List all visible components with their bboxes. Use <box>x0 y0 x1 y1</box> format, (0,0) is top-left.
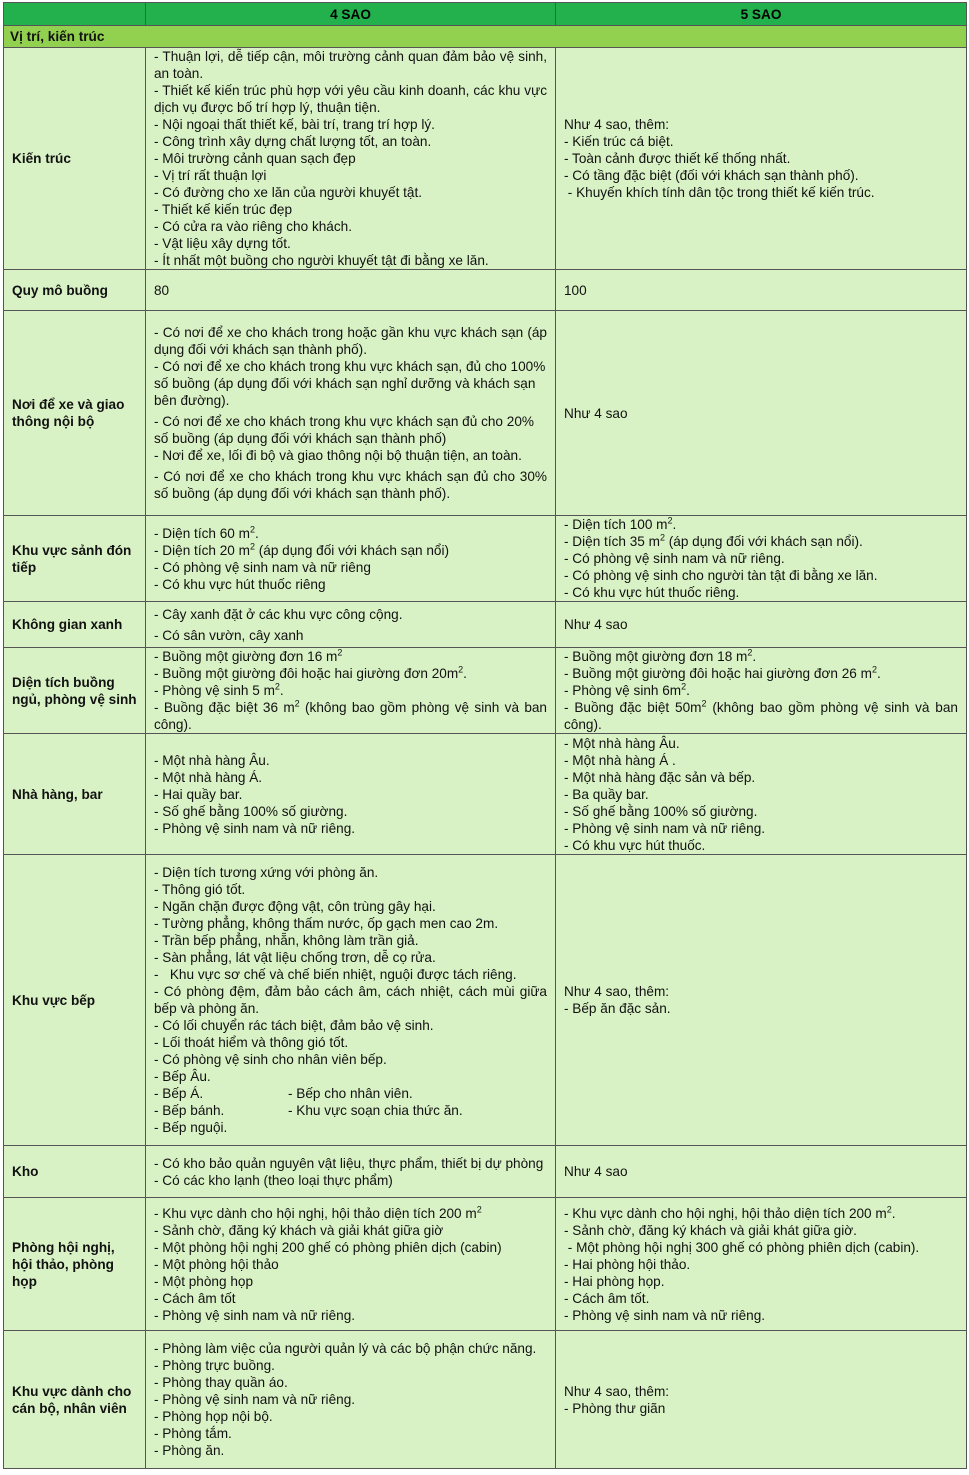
list-item: - Buồng một giường đôi hoặc hai giường đơn 26 $m^2$. <box>564 664 881 681</box>
row-label: Phòng hội nghị, hội thảo, phòng họp <box>4 1198 146 1331</box>
list-item: - Khu vực dành cho hội nghị, hội thảo diện tích 200 $m^2$. <box>564 1203 896 1221</box>
list-item: - Phòng tắm. <box>154 1426 232 1441</box>
list-item: - Ít nhất một buồng cho người khuyết tật đi bằng xe lăn. <box>154 253 489 268</box>
list-item: - Diện tích 60 $m^2$. <box>154 523 259 541</box>
row-label: Nơi để xe và giao thông nội bộ <box>4 311 146 516</box>
list-item: - Khu vực sơ chế và chế biến nhiệt, nguội được tách riêng. <box>154 967 517 982</box>
row-label: Khu vực dành cho cán bộ, nhân viên <box>4 1331 146 1469</box>
header-col-4-star: 4 SAO <box>146 3 556 26</box>
list-item: - Khu vực dành cho hội nghị, hội thảo diện tích 200 $m^2$ <box>154 1203 482 1221</box>
list-item: - Có phòng vệ sinh nam và nữ riêng. <box>564 551 785 566</box>
row-label: Khu vực sảnh đón tiếp <box>4 516 146 602</box>
five-star-cell <box>556 1198 967 1331</box>
list-item: - Phòng ăn. <box>154 1443 225 1458</box>
list-item: - Có phòng đệm, đảm bảo cách âm, cách nhiệt, cách mùi giữa bếp và phòng ăn. <box>154 984 547 1016</box>
table-row <box>4 1331 967 1469</box>
list-item: - Bếp Âu. <box>154 1069 211 1084</box>
hotel-standards-table <box>3 2 967 1469</box>
four-star-cell <box>146 516 556 602</box>
list-item: - Phòng thay quần áo. <box>154 1375 288 1390</box>
four-star-cell <box>146 602 556 648</box>
four-star-cell <box>146 855 556 1146</box>
header-row <box>4 3 967 26</box>
list-item: - Thông gió tốt. <box>154 882 246 897</box>
row-label: Kho <box>4 1146 146 1198</box>
list-item: - Có khu vực hút thuốc riêng <box>154 576 326 592</box>
five-star-cell <box>556 734 967 855</box>
list-item: - Toàn cảnh được thiết kế thống nhất. <box>564 151 791 166</box>
table-row <box>4 270 967 311</box>
list-item: - Sàn phẳng, lát vật liệu chống trơn, dễ cọ rửa. <box>154 950 436 965</box>
list-item: - Một phòng hội thảo <box>154 1256 279 1272</box>
list-item: - Vật liệu xây dựng tốt. <box>154 236 291 251</box>
list-item: - Hai phòng hội thảo. <box>564 1256 691 1272</box>
list-item: - Phòng vệ sinh nam và nữ riêng. <box>154 1307 356 1323</box>
header-col-criteria <box>4 3 146 26</box>
five-star-cell <box>556 48 967 270</box>
list-item: - Cách âm tốt. <box>564 1290 650 1306</box>
list-item: - Có phòng vệ sinh nam và nữ riêng <box>154 559 371 575</box>
list-item: - Có lối chuyển rác tách biệt, đảm bảo vệ sinh. <box>154 1018 434 1033</box>
five-star-cell <box>556 855 967 1146</box>
list-item: - Công trình xây dựng chất lượng tốt, an toàn. <box>154 134 432 149</box>
table-row <box>4 734 967 855</box>
row-label: Diện tích buồng ngủ, phòng vệ sinh <box>4 648 146 734</box>
four-star-cell <box>146 1198 556 1331</box>
row-label: Quy mô buồng <box>4 270 146 311</box>
list-item: - Có nơi để xe cho khách trong hoặc gần khu vực khách sạn (áp dụng đối với khách sạn thành phố). <box>154 325 547 357</box>
table-row <box>4 311 967 516</box>
list-item: - Có nơi để xe cho khách trong khu vực khách sạn, đủ cho 100% số buồng (áp dụng đối với khách sạn nghỉ dưỡng và khách sạn bên đường). <box>154 359 546 408</box>
five-star-cell <box>556 1331 967 1469</box>
list-item: - Trần bếp phẳng, nhẵn, không làm trần giả. <box>154 933 419 948</box>
list-item: - Sảnh chờ, đăng ký khách và giải khát giữa giờ. <box>564 1222 857 1238</box>
list-item: - Phòng vệ $\sinh 6m^2$. <box>564 681 690 698</box>
list-item: - Diện tích 100 $m^2$. <box>564 515 677 532</box>
five-star-cell <box>556 516 967 602</box>
list-item: - Phòng vệ sinh nam và nữ riêng. <box>564 820 766 836</box>
five-star-cell: Như 4 sao <box>556 1146 967 1198</box>
list-item: - Một nhà hàng Âu. <box>564 735 680 751</box>
section-title: Vị trí, kiến trúc <box>4 26 967 48</box>
list-item: - Diện tích 20 $m^2$ (áp dụng đối với khách sạn nổi) <box>154 540 450 558</box>
table-row <box>4 648 967 734</box>
list-item-pair: - Bếp bánh. - Khu vực soạn chia thức ăn. <box>154 1103 463 1118</box>
list-item: - Phòng làm việc của người quản lý và các bộ phận chức năng. <box>154 1341 537 1356</box>
list-item: - Buồng đặc biệt 36 $m^2$ (không bao gồm phòng vệ sinh và ban công). <box>154 698 547 732</box>
list-item: - Môi trường cảnh quan sạch đẹp <box>154 151 356 166</box>
list-item: - Phòng vệ sinh 5 $m^2$. <box>154 681 284 698</box>
table-row <box>4 1198 967 1331</box>
list-item: - Buồng đặc biệt $50m^2$ (không bao gồm phòng vệ sinh và ban công). <box>564 698 958 732</box>
list-item: - Một nhà hàng Á . <box>564 752 676 768</box>
list-item: - Một phòng họp <box>154 1273 253 1289</box>
list-item: - Có khu vực hút thuốc. <box>564 837 706 853</box>
list-item: - Một phòng hội nghị 200 ghế có phòng phiên dịch (cabin) <box>154 1239 502 1255</box>
list-item: Như 4 sao, thêm: <box>564 984 670 999</box>
list-item: - Có cửa ra vào riêng cho khách. <box>154 219 352 234</box>
five-star-cell <box>556 648 967 734</box>
section-row <box>4 26 967 48</box>
list-item: - Cách âm tốt <box>154 1290 236 1306</box>
list-item: - Có khu vực hút thuốc riêng. <box>564 585 740 600</box>
list-item: - Có phòng vệ sinh cho nhân viên bếp. <box>154 1052 387 1067</box>
row-label: Nhà hàng, bar <box>4 734 146 855</box>
list-item: - Phòng họp nội bộ. <box>154 1409 273 1424</box>
list-item: - Cây xanh đặt ở các khu vực công cộng. <box>154 606 403 622</box>
list-item: - Bếp ăn đặc sản. <box>564 1001 671 1016</box>
list-item: - Buồng một giường đơn 16 $m^2$ <box>154 647 343 664</box>
four-star-cell <box>146 648 556 734</box>
header-col-5-star: 5 SAO <box>556 3 967 26</box>
list-item: Như 4 sao, thêm: <box>564 1383 670 1399</box>
table-row <box>4 602 967 648</box>
list-item: - Có phòng vệ sinh cho người tàn tật đi bằng xe lăn. <box>564 568 878 583</box>
list-item: - Một phòng hội nghị 300 ghế có phòng phiên dịch (cabin). <box>564 1239 920 1255</box>
table-row <box>4 1146 967 1198</box>
four-star-cell <box>146 311 556 516</box>
list-item: - Hai quầy bar. <box>154 786 243 802</box>
list-item: - Một nhà hàng Á. <box>154 769 263 785</box>
list-item: - Ba quầy bar. <box>564 786 649 802</box>
row-label: Không gian xanh <box>4 602 146 648</box>
five-star-cell: Như 4 sao <box>556 602 967 648</box>
list-item: - Một nhà hàng Âu. <box>154 752 270 768</box>
row-label: Khu vực bếp <box>4 855 146 1146</box>
list-item: - Thuận lợi, dễ tiếp cận, môi trường cảnh quan đảm bảo vệ sinh, an toàn. <box>154 49 547 81</box>
list-item: - Có tầng đặc biệt (đối với khách sạn thành phố). <box>564 168 859 183</box>
list-item: - Nơi để xe, lối đi bộ và giao thông nội bộ thuận tiện, an toàn. <box>154 448 522 463</box>
list-item: - Có kho bảo quản nguyên vật liệu, thực phẩm, thiết bị dự phòng <box>154 1155 544 1171</box>
list-item: - Khuyến khích tính dân tộc trong thiết kế kiến trúc. <box>564 185 875 200</box>
list-item: - Phòng thư giãn <box>564 1400 666 1416</box>
list-item: - Diện tích tương xứng với phòng ăn. <box>154 865 379 880</box>
table-row <box>4 516 967 602</box>
list-item: - Sảnh chờ, đăng ký khách và giải khát giữa giờ <box>154 1222 444 1238</box>
list-item: - Số ghế bằng 100% số giường. <box>154 803 348 819</box>
list-item: - Vị trí rất thuận lợi <box>154 168 267 183</box>
four-star-cell <box>146 1331 556 1469</box>
list-item: - Có các kho lạnh (theo loại thực phẩm) <box>154 1172 393 1188</box>
list-item: - Phòng vệ sinh nam và nữ riêng. <box>154 1392 356 1407</box>
list-item: - Buồng một giường đơn 18 $m^2$. <box>564 647 757 664</box>
four-star-cell <box>146 734 556 855</box>
table-row <box>4 855 967 1146</box>
four-star-cell <box>146 48 556 270</box>
row-label: Kiến trúc <box>4 48 146 270</box>
list-item: - Thiết kế kiến trúc đẹp <box>154 202 293 217</box>
list-item: - Ngăn chặn được động vật, côn trùng gây hại. <box>154 899 436 914</box>
list-item: - Nội ngoại thất thiết kế, bài trí, trang trí hợp lý. <box>154 117 435 132</box>
list-item: - Kiến trúc cá biệt. <box>564 134 674 149</box>
list-item: - Có nơi để xe cho khách trong khu vực khách sạn đủ cho 30% số buồng (áp dụng đối với khách sạn thành phố). <box>154 469 547 501</box>
list-item: - Buồng một giường đôi hoặc hai giường đơn $20m^2$. <box>154 664 467 681</box>
list-item: - Phòng vệ sinh nam và nữ riêng. <box>564 1307 766 1323</box>
five-star-cell: Như 4 sao <box>556 311 967 516</box>
list-item-pair: - Bếp Á. - Bếp cho nhân viên. <box>154 1086 413 1101</box>
list-item: - Có nơi để xe cho khách trong khu vực khách sạn đủ cho 20% số buồng (áp dụng đối với khách sạn thành phố) <box>154 414 534 446</box>
list-item: - Tường phẳng, không thấm nước, ốp gạch men cao 2m. <box>154 916 499 931</box>
list-item: - Bếp nguội. <box>154 1120 228 1135</box>
list-item: - Một nhà hàng đặc sản và bếp. <box>564 769 756 785</box>
list-item: - Thiết kế kiến trúc phù hợp với yêu cầu kinh doanh, các khu vực dịch vụ được bố trí hợp lý, thuận tiện. <box>154 83 547 115</box>
list-item: - Hai phòng họp. <box>564 1273 665 1289</box>
list-item: - Có đường cho xe lăn của người khuyết tật. <box>154 185 423 200</box>
four-star-cell: 80 <box>146 270 556 311</box>
list-item: - Phòng trực buồng. <box>154 1358 275 1373</box>
four-star-cell <box>146 1146 556 1198</box>
list-item: - Diện tích 35 $m^2$ (áp dụng đối với khách sạn nổi). <box>564 532 863 549</box>
list-item: - Số ghế bằng 100% số giường. <box>564 803 758 819</box>
list-item: - Lối thoát hiểm và thông gió tốt. <box>154 1035 349 1050</box>
five-star-cell: 100 <box>556 270 967 311</box>
list-item: - Có sân vườn, cây xanh <box>154 627 304 643</box>
list-item: Như 4 sao, thêm: <box>564 117 670 132</box>
list-item: - Phòng vệ sinh nam và nữ riêng. <box>154 820 356 836</box>
table-row <box>4 48 967 270</box>
